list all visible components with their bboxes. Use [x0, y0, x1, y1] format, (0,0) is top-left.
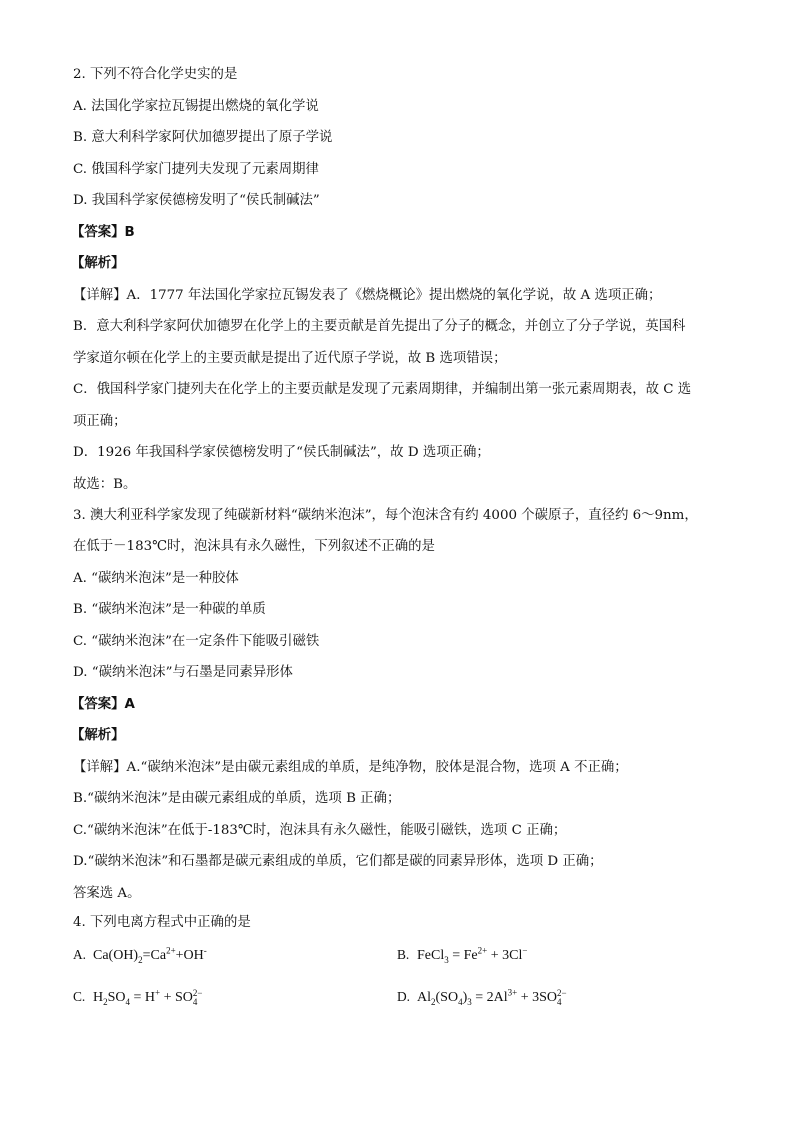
question-2-detail-5: 项正确；: [73, 414, 127, 429]
question-3-stem-line-2: 在低于－183℃时，泡沫具有永久磁性，下列叙述不正确的是: [73, 539, 435, 554]
question-2-detail-2: B．意大利科学家阿伏加德罗在化学上的主要贡献是首先提出了分子的概念，并创立了分子学说，英国科: [73, 319, 686, 334]
option-label: D.: [397, 989, 411, 1004]
question-2-detail-4: C．俄国科学家门捷列夫在化学上的主要贡献是发现了元素周期律，并编制出第一张元素周期表，故 C 选: [73, 382, 692, 397]
question-4-stem: 4. 下列电离方程式中正确的是: [73, 915, 251, 930]
question-2-stem: 2. 下列不符合化学史实的是: [73, 67, 238, 82]
question-3-option-a: A. “碳纳米泡沫”是一种胶体: [73, 571, 239, 586]
question-2-option-c: C. 俄国科学家门捷列夫发现了元素周期律: [73, 162, 319, 177]
question-3-option-b: B. “碳纳米泡沫”是一种碳的单质: [73, 602, 266, 617]
question-3-detail-5: 答案选 A。: [73, 886, 141, 901]
question-2-option-d: D. 我国科学家侯德榜发明了“侯氏制碱法”: [73, 193, 320, 208]
question-2-detail-3: 学家道尔顿在化学上的主要贡献是提出了近代原子学说，故 B 选项错误；: [73, 351, 507, 366]
formula-c: $H_2SO_4 = H^+$ + SO 2− 4: [93, 987, 203, 1007]
formula-d: $Al_2(SO_4)_3 = 2Al^{3+} + 3SO$ 2− 4: [417, 987, 567, 1007]
question-3-option-d: D. “碳纳米泡沫”与石墨是同素异形体: [73, 665, 293, 680]
option-label: B.: [397, 947, 410, 962]
question-4-option-b: [397, 946, 527, 965]
question-3-detail-2: B.“碳纳米泡沫”是由碳元素组成的单质，选项 B 正确；: [73, 791, 401, 806]
question-3-detail-3: C.“碳纳米泡沫”在低于-183℃时，泡沫具有永久磁性，能吸引磁铁，选项 C 正确；: [73, 823, 567, 838]
question-3-answer: 【答案】A: [71, 697, 135, 712]
formula-b: FeCl$_3$ = $Fe^{2+} + 3Cl^-$: [417, 945, 528, 965]
question-2-analysis-title: 【解析】: [71, 256, 125, 271]
question-2-detail-6: D．1926 年我国科学家侯德榜发明了“侯氏制碱法”，故 D 选项正确；: [73, 445, 490, 460]
question-2-detail-1: 【详解】A．1777 年法国化学家拉瓦锡发表了《燃烧概论》提出燃烧的氧化学说，故 A 选项正确；: [73, 288, 662, 303]
question-3-option-c: C. “碳纳米泡沫”在一定条件下能吸引磁铁: [73, 634, 320, 649]
question-2-option-a: A. 法国化学家拉瓦锡提出燃烧的氧化学说: [73, 99, 319, 114]
question-4-option-c: [73, 988, 203, 1007]
question-3-analysis-title: 【解析】: [71, 728, 125, 743]
question-2-detail-7: 故选：B。: [73, 477, 137, 492]
formula-a: $Ca(OH)_2=Ca^{2+}+OH^-$: [93, 945, 207, 965]
question-3-stem-line-1: 3. 澳大利亚科学家发现了纯碳新材料“碳纳米泡沫”，每个泡沫含有约 4000 个碳原子，直径约 6～9nm，: [73, 508, 698, 523]
option-label: A.: [73, 947, 87, 962]
question-3-detail-4: D.“碳纳米泡沫”和石墨都是碳元素组成的单质，它们都是碳的同素异形体，选项 D 正确；: [73, 854, 603, 869]
question-2-answer: 【答案】B: [71, 225, 135, 240]
question-2-option-b: B. 意大利科学家阿伏加德罗提出了原子学说: [73, 130, 333, 145]
question-4-option-a: [73, 946, 207, 965]
option-label: C.: [73, 989, 86, 1004]
question-4-option-d: [397, 988, 567, 1007]
question-3-detail-1: 【详解】A.“碳纳米泡沫”是由碳元素组成的单质，是纯净物，胶体是混合物，选项 A 不正确；: [73, 760, 628, 775]
